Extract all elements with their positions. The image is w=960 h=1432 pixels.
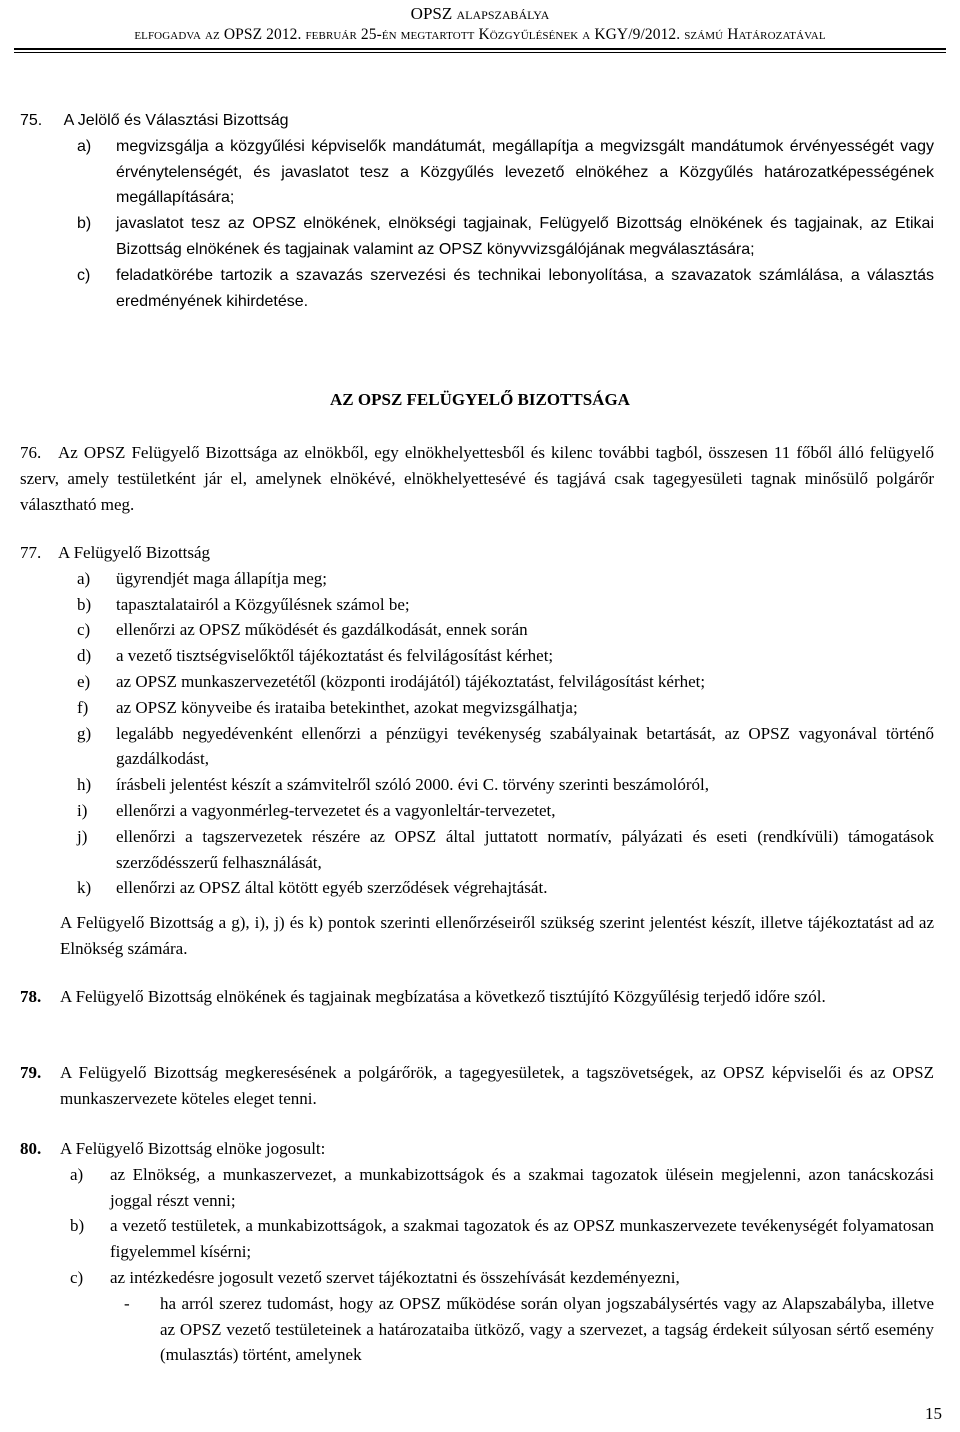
list-item: b) javaslatot tesz az OPSZ elnökének, elnökségi tagjainak, Felügyelő Bizottság elnökének és tagjainak, az Etikai Bizottság elnökének és tagjainak valamint az OPSZ könyvvizsgálójának megválasztására;: [77, 215, 934, 258]
section-75-intro: 75. A Jelölő és Választási Bizottság: [20, 108, 934, 134]
list-item: k) ellenőrzi az OPSZ által kötött egyéb szerződések végrehajtását.: [77, 878, 548, 898]
section-number: 80.: [20, 1139, 42, 1158]
section-77-closing: A Felügyelő Bizottság a g), i), j) és k) pontok szerinti ellenőrzéseiről szükség szerint jelentést készít, illetve tájékoztatást ad az Elnökség számára.: [60, 913, 934, 958]
list-item: c) ellenőrzi az OPSZ működését és gazdálkodását, ennek során: [77, 620, 528, 640]
section-77-intro: 77. A Felügyelő Bizottság: [20, 540, 934, 566]
section-77-list: [20, 566, 934, 901]
header-rule-thin: [14, 52, 946, 53]
section-76: 76. Az OPSZ Felügyelő Bizottsága az elnökből, egy elnökhelyettesből és kilenc további tagból, összesen 11 főből álló felügyelő szerv, amely testületként jár el, amelynek elnökévé, elnökhelyettesévé és tagjává csak tagegyesületi tagnak minősülő polgárőr választható meg.: [20, 440, 934, 517]
section-number: 78.: [20, 987, 42, 1006]
list-item: e) az OPSZ munkaszervezetétől (központi irodájától) tájékoztatást, felvilágosítást kérhet;: [77, 671, 706, 691]
section-number: 77.: [20, 543, 42, 562]
section-80: 80. A Felügyelő Bizottság elnöke jogosult: a) az Elnökség, a munkaszervezet, a munkabizottságok és a szakmai tagozatok ülésein megjelenni, azon tanácskozási joggal részt venni; b) a vezető testületek, a munkabizottságok, a szakmai tagozatok és az OPSZ munkaszervezete tevékenységét folyamatosan figyelemmel kísérni; c) az intézkedésre jogosult vezető szervet tájékoztatni és összehívását kezdeményezni, - ha arról szerez tudomást, hogy az OPSZ működése során olyan jogszabálysértés vagy az Alapszabályba, illetve az OPSZ vezető testületeinek a határozataiba ütköző, vagy a szervezet, a tagság érdekeit súlyosan sértő esemény (mulasztás) történt, amelynek: [20, 1136, 934, 1368]
section-number: 79.: [20, 1063, 42, 1082]
list-item: a) megvizsgálja a közgyűlési képviselők mandátumát, megállapítja a megvizsgált mandátumok érvényességét vagy érvénytelenségét, és javaslatot tesz a Közgyűlés levezető elnökéhez a Közgyűlés határozatképességének megállapítására;: [77, 137, 934, 207]
section-78: 78. A Felügyelő Bizottság elnökének és tagjainak megbízatása a következő tisztújító Közgyűlésig terjedő időre szól.: [20, 984, 934, 1010]
list-item: f) az OPSZ könyveibe és irataiba betekinthet, azokat megvizsgálhatja;: [77, 697, 578, 717]
dash-list-item: - ha arról szerez tudomást, hogy az OPSZ működése során olyan jogszabálysértés vagy az Alapszabályba, illetve az OPSZ vezető testületeinek a határozataiba ütköző, vagy a szervezet, a tagság érdekeit súlyosan sértő esemény (mulasztás) történt, amelynek: [124, 1293, 934, 1365]
list-item: c) az intézkedésre jogosult vezető szervet tájékoztatni és összehívását kezdeményezni,: [70, 1267, 680, 1287]
list-item: d) a vezető tisztségviselőktől tájékoztatást és felvilágosítást kérhet;: [77, 646, 554, 666]
list-item: g) legalább negyedévenként ellenőrzi a pénzügyi tevékenység szabályainak betartását, az OPSZ vagyonával történő gazdálkodást,: [77, 723, 934, 769]
section-number: 76.: [20, 443, 42, 462]
list-item: b) tapasztalatairól a Közgyűlésnek számol be;: [77, 594, 410, 614]
list-item: a) az Elnökség, a munkaszervezet, a munkabizottságok és a szakmai tagozatok ülésein megjelenni, azon tanácskozási joggal részt venni;: [70, 1164, 934, 1210]
list-item: h) írásbeli jelentést készít a számvitelről szóló 2000. évi C. törvény szerinti beszámolóról,: [77, 775, 709, 795]
list-item: c) feladatkörébe tartozik a szavazás szervezési és technikai lebonyolítása, a szavazatok számlálása, a választás eredményének kihirdetése.: [77, 266, 934, 310]
page-number: 15: [925, 1404, 942, 1423]
section-title: AZ OPSZ FELÜGYELŐ BIZOTTSÁGA: [330, 390, 630, 409]
document-header-title: OPSZ alapszabálya: [410, 4, 550, 23]
header-rule: [14, 48, 946, 50]
section-number: 75.: [20, 112, 43, 129]
list-item: j) ellenőrzi a tagszervezetek részére az OPSZ által juttatott normatív, pályázati és eseti (rendkívüli) támogatások szerződésszerű felhasználását,: [77, 826, 934, 872]
section-79: 79. A Felügyelő Bizottság megkeresésének a polgárőrök, a tagegyesületek, a tagszövetségek, az OPSZ képviselői és az OPSZ munkaszervezete köteles eleget tenni.: [20, 1060, 934, 1112]
section-75: [20, 108, 934, 314]
list-item: i) ellenőrzi a vagyonmérleg-tervezetet és a vagyonleltár-tervezetet,: [77, 800, 556, 820]
document-header-subtitle: elfogadva az OPSZ 2012. február 25-én megtartott Közgyűlésének a KGY/9/2012. számú Határozatával: [134, 26, 826, 43]
section-77: [20, 540, 934, 962]
list-item: b) a vezető testületek, a munkabizottságok, a szakmai tagozatok és az OPSZ munkaszervezete tevékenységét folyamatosan figyelemmel kísérni;: [70, 1216, 934, 1262]
list-item: a) ügyrendjét maga állapítja meg;: [77, 568, 328, 588]
